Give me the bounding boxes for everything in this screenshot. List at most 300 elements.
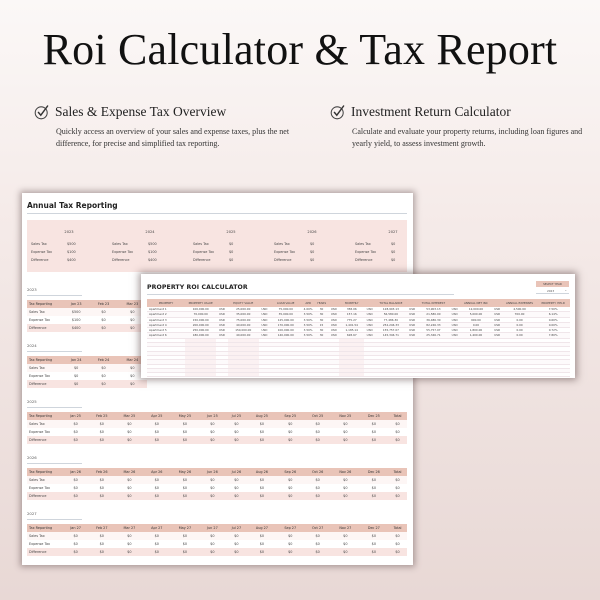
table-cell[interactable]: $0 xyxy=(225,492,248,500)
table-cell[interactable]: 4.00% xyxy=(301,307,314,312)
table-cell[interactable]: $0 xyxy=(276,532,304,540)
table-cell[interactable]: 252,246.33 xyxy=(375,322,406,327)
table-cell[interactable]: $0 xyxy=(88,492,115,500)
table-cell[interactable]: 40,000.00 xyxy=(228,322,259,327)
table-cell[interactable]: USD xyxy=(259,322,270,327)
table-cell[interactable] xyxy=(503,373,537,377)
table-cell[interactable]: $0 xyxy=(63,540,88,548)
table-cell[interactable]: $0 xyxy=(225,420,248,428)
table-cell[interactable]: $0 xyxy=(63,476,88,484)
table-cell[interactable] xyxy=(407,373,418,377)
table-cell[interactable]: USD xyxy=(364,317,375,322)
table-cell[interactable] xyxy=(328,373,339,377)
table-cell[interactable]: 358.06 xyxy=(339,307,364,312)
table-cell[interactable] xyxy=(270,373,301,377)
table-cell[interactable]: $0 xyxy=(200,428,225,436)
table-cell[interactable]: USD xyxy=(492,307,503,312)
table-cell[interactable]: $0 xyxy=(225,532,248,540)
table-cell[interactable]: USD xyxy=(407,307,418,312)
table-cell[interactable]: 3.50% xyxy=(301,333,314,338)
table-cell[interactable]: $0 xyxy=(331,436,360,444)
table-cell[interactable]: $0 xyxy=(360,484,388,492)
chevron-down-icon: ⌄ xyxy=(564,288,567,292)
table-cell[interactable]: 1,400.00 xyxy=(460,333,491,338)
table-cell[interactable]: $0 xyxy=(276,540,304,548)
table-cell[interactable]: $0 xyxy=(225,540,248,548)
table-cell[interactable]: USD xyxy=(259,333,270,338)
table-cell[interactable]: $0 xyxy=(89,324,117,332)
table-cell[interactable]: $0 xyxy=(143,476,170,484)
table-cell[interactable]: USD xyxy=(259,317,270,322)
table-cell[interactable]: $0 xyxy=(276,476,304,484)
row-label: Difference xyxy=(31,258,49,262)
table-cell[interactable]: USD xyxy=(492,322,503,327)
table-cell[interactable]: 170,000.00 xyxy=(270,322,301,327)
table-cell[interactable]: $0 xyxy=(276,492,304,500)
table-cell[interactable]: $0 xyxy=(248,492,277,500)
table-cell[interactable]: USD xyxy=(216,317,227,322)
annual-tax-sheet xyxy=(22,193,413,565)
table-cell[interactable]: $0 xyxy=(170,420,199,428)
table-cell[interactable]: $0 xyxy=(170,436,199,444)
table-cell[interactable]: 628.67 xyxy=(339,333,364,338)
table-cell[interactable]: $0 xyxy=(200,548,225,556)
table-cell[interactable]: USD xyxy=(328,307,339,312)
table-cell[interactable]: $0 xyxy=(304,532,331,540)
table-cell[interactable]: 25,346.71 xyxy=(418,333,449,338)
table-cell[interactable]: $0 xyxy=(304,420,331,428)
table-cell[interactable]: 53,903.13 xyxy=(418,307,449,312)
table-cell[interactable]: 0.60% xyxy=(536,317,570,322)
column-header: Tax Reporting xyxy=(27,412,63,420)
table-cell[interactable]: USD xyxy=(407,317,418,322)
table-cell[interactable]: $0 xyxy=(331,492,360,500)
table-cell[interactable]: $0 xyxy=(88,532,115,540)
table-cell[interactable]: $0 xyxy=(225,484,248,492)
table-cell[interactable]: USD xyxy=(364,322,375,327)
table-cell[interactable]: 5,000.00 xyxy=(460,312,491,317)
table-cell[interactable] xyxy=(301,373,314,377)
select-year-button[interactable]: SELECT YEAR xyxy=(536,281,569,287)
table-cell[interactable]: $0 xyxy=(360,548,388,556)
table-cell[interactable]: $0 xyxy=(388,476,407,484)
table-cell[interactable]: 55,757.07 xyxy=(418,328,449,333)
table-cell[interactable] xyxy=(492,373,503,377)
table-cell[interactable]: USD xyxy=(328,333,339,338)
table-cell[interactable]: $0 xyxy=(276,428,304,436)
table-cell[interactable] xyxy=(259,373,270,377)
table-cell[interactable]: 150,000.00 xyxy=(228,328,259,333)
table-cell[interactable]: $0 xyxy=(88,484,115,492)
table-cell[interactable]: 30 xyxy=(315,312,328,317)
table-cell[interactable]: $0 xyxy=(360,476,388,484)
table-cell[interactable]: 35,000.00 xyxy=(270,312,301,317)
table-cell[interactable]: $0 xyxy=(304,428,331,436)
table-cell[interactable]: 40,000.00 xyxy=(228,333,259,338)
table-cell[interactable]: $0 xyxy=(360,428,388,436)
table-cell[interactable]: 30 xyxy=(315,333,328,338)
table-cell[interactable]: $0 xyxy=(89,380,117,388)
table-cell[interactable]: $0 xyxy=(89,364,117,372)
table-cell[interactable]: $0 xyxy=(388,548,407,556)
table-cell[interactable]: $0 xyxy=(276,436,304,444)
table-cell[interactable]: 200,000.00 xyxy=(185,322,216,327)
table-cell[interactable]: USD xyxy=(216,312,227,317)
table-cell[interactable]: $500 xyxy=(63,308,89,316)
table-cell[interactable]: $0 xyxy=(200,492,225,500)
table-cell[interactable]: USD xyxy=(364,333,375,338)
table-cell[interactable]: 3.50% xyxy=(301,322,314,327)
table-cell[interactable]: $0 xyxy=(143,428,170,436)
table-cell[interactable]: USD xyxy=(492,328,503,333)
table-cell[interactable]: $0 xyxy=(143,420,170,428)
table-cell[interactable]: 3.50% xyxy=(301,317,314,322)
table-cell[interactable]: $0 xyxy=(276,420,304,428)
table-cell[interactable]: Apartment 2 xyxy=(147,312,185,317)
tax-table xyxy=(27,356,147,388)
table-cell[interactable]: $0 xyxy=(118,380,147,388)
table-cell[interactable]: 1,185.14 xyxy=(339,328,364,333)
table-cell[interactable]: $0 xyxy=(115,420,143,428)
table-cell[interactable]: USD xyxy=(407,333,418,338)
column-header xyxy=(259,299,270,307)
table-cell[interactable]: $0 xyxy=(248,476,277,484)
table-cell[interactable]: 82,246.33 xyxy=(418,322,449,327)
table-cell[interactable]: $0 xyxy=(118,364,147,372)
table-cell[interactable]: 77,486.30 xyxy=(375,317,406,322)
table-cell[interactable]: $0 xyxy=(331,548,360,556)
table-cell[interactable]: $100 xyxy=(63,316,89,324)
column-header: Jan 25 xyxy=(63,412,88,420)
row-label: Expense Tax xyxy=(27,484,63,492)
table-cell[interactable]: $400 xyxy=(63,324,89,332)
table-cell[interactable]: USD xyxy=(449,317,460,322)
table-cell[interactable]: $0 xyxy=(88,476,115,484)
table-cell[interactable] xyxy=(536,373,570,377)
table-cell[interactable]: 100,000.00 xyxy=(185,307,216,312)
table-cell[interactable]: $0 xyxy=(200,436,225,444)
table-cell[interactable]: USD xyxy=(407,312,418,317)
table-cell[interactable]: 7.50% xyxy=(536,307,570,312)
table-cell[interactable]: USD xyxy=(216,328,227,333)
table-cell[interactable]: USD xyxy=(492,317,503,322)
table-cell[interactable]: $0 xyxy=(225,476,248,484)
table-cell[interactable]: $0 xyxy=(89,308,117,316)
table-cell[interactable]: $0 xyxy=(88,548,115,556)
table-cell[interactable] xyxy=(315,373,328,377)
row-label: Sales Tax xyxy=(27,532,63,540)
table-cell[interactable]: $0 xyxy=(248,436,277,444)
table-cell[interactable]: $0 xyxy=(360,532,388,540)
table-cell[interactable] xyxy=(375,373,406,377)
table-cell[interactable]: 128,903.13 xyxy=(375,307,406,312)
table-cell[interactable]: $0 xyxy=(170,484,199,492)
table-cell[interactable]: USD xyxy=(407,322,418,327)
table-cell[interactable]: $0 xyxy=(63,532,88,540)
column-header: Tax Reporting xyxy=(27,524,63,532)
column-header: May 27 xyxy=(170,524,199,532)
table-cell[interactable]: 7.80% xyxy=(536,333,570,338)
table-cell[interactable]: 125,000.00 xyxy=(270,317,301,322)
table-cell[interactable]: $0 xyxy=(143,532,170,540)
table-cell[interactable]: 1,401.54 xyxy=(339,322,364,327)
table-cell[interactable]: $0 xyxy=(248,540,277,548)
table-cell[interactable]: $0 xyxy=(143,548,170,556)
table-cell[interactable]: $0 xyxy=(115,436,143,444)
table-cell[interactable]: $0 xyxy=(115,484,143,492)
table-cell[interactable]: $0 xyxy=(200,420,225,428)
table-cell[interactable]: $0 xyxy=(63,548,88,556)
table-cell[interactable]: $0 xyxy=(388,420,407,428)
table-cell[interactable]: $0 xyxy=(115,548,143,556)
table-cell[interactable]: 150,000.00 xyxy=(185,317,216,322)
table-cell[interactable]: 1,800.00 xyxy=(460,328,491,333)
table-cell[interactable] xyxy=(147,373,185,377)
table-cell[interactable]: $0 xyxy=(304,484,331,492)
year-label: 2027 xyxy=(27,511,37,516)
table-cell[interactable]: $0 xyxy=(304,476,331,484)
table-cell[interactable]: 12,000.00 xyxy=(460,307,491,312)
table-cell[interactable]: $0 xyxy=(88,540,115,548)
table-cell[interactable]: $0 xyxy=(388,540,407,548)
table-cell[interactable]: $0 xyxy=(360,436,388,444)
column-header: Jun 26 xyxy=(200,468,225,476)
table-cell[interactable]: $0 xyxy=(88,420,115,428)
table-cell[interactable]: 30 xyxy=(315,317,328,322)
table-cell[interactable]: $0 xyxy=(331,532,360,540)
table-cell[interactable]: 0.00 xyxy=(503,328,537,333)
table-cell[interactable]: 30 xyxy=(315,307,328,312)
table-cell[interactable]: USD xyxy=(328,317,339,322)
table-cell[interactable]: $0 xyxy=(331,420,360,428)
table-cell[interactable]: 0.00 xyxy=(503,317,537,322)
table-cell[interactable]: 700.00 xyxy=(503,312,537,317)
table-cell[interactable]: $0 xyxy=(276,548,304,556)
table-cell[interactable]: USD xyxy=(407,328,418,333)
table-cell[interactable]: $0 xyxy=(331,476,360,484)
table-cell[interactable]: 0.00 xyxy=(503,322,537,327)
table-cell[interactable]: $0 xyxy=(388,532,407,540)
table-cell[interactable]: USD xyxy=(259,312,270,317)
table-cell[interactable]: $0 xyxy=(63,428,88,436)
table-cell[interactable]: 157.16 xyxy=(339,312,364,317)
roi-calculator-sheet xyxy=(141,274,575,378)
table-cell[interactable]: 140,000.00 xyxy=(270,333,301,338)
table-cell[interactable]: $0 xyxy=(304,548,331,556)
table-cell[interactable]: $0 xyxy=(63,436,88,444)
table-cell[interactable]: $0 xyxy=(170,540,199,548)
table-cell[interactable]: USD xyxy=(328,322,339,327)
table-cell[interactable]: 0.00 xyxy=(460,322,491,327)
table-cell[interactable]: $0 xyxy=(360,540,388,548)
table-cell[interactable] xyxy=(216,373,227,377)
table-cell[interactable]: $0 xyxy=(225,548,248,556)
column-header: Dec 25 xyxy=(360,412,388,420)
row-label: Sales Tax xyxy=(31,242,47,246)
table-cell[interactable]: USD xyxy=(492,333,503,338)
table-cell[interactable]: 100,000.00 xyxy=(270,328,301,333)
table-cell[interactable]: $0 xyxy=(118,372,147,380)
table-cell[interactable]: $0 xyxy=(88,428,115,436)
row-label: Expense Tax xyxy=(112,250,134,254)
tax-table xyxy=(27,412,407,444)
table-cell[interactable]: $0 xyxy=(63,492,88,500)
table-cell[interactable] xyxy=(449,373,460,377)
table-cell[interactable]: $0 xyxy=(331,428,360,436)
table-cell[interactable]: USD xyxy=(216,322,227,327)
column-header: EQUITY VALUE xyxy=(228,299,259,307)
table-cell[interactable]: USD xyxy=(449,328,460,333)
table-cell[interactable]: USD xyxy=(259,328,270,333)
table-cell[interactable]: $0 xyxy=(143,540,170,548)
table-cell[interactable]: 25,000.00 xyxy=(228,307,259,312)
table-cell[interactable]: 4,500.00 xyxy=(503,307,537,312)
table-cell[interactable] xyxy=(228,373,259,377)
table-cell[interactable] xyxy=(185,373,216,377)
table-cell[interactable]: 30 xyxy=(315,328,328,333)
table-cell[interactable]: $0 xyxy=(115,428,143,436)
row-label: Expense Tax xyxy=(31,250,53,254)
table-cell[interactable]: $0 xyxy=(115,492,143,500)
table-cell[interactable]: $0 xyxy=(248,420,277,428)
table-cell[interactable]: 75,000.00 xyxy=(270,307,301,312)
table-cell[interactable]: $0 xyxy=(118,324,147,332)
table-cell[interactable]: 36,486.30 xyxy=(418,317,449,322)
table-cell[interactable]: USD xyxy=(259,307,270,312)
table-cell[interactable]: $0 xyxy=(248,428,277,436)
table-cell[interactable]: 0.00 xyxy=(503,333,537,338)
table-cell[interactable]: USD xyxy=(364,307,375,312)
table-cell[interactable]: $0 xyxy=(88,436,115,444)
table-cell[interactable]: 15 xyxy=(315,322,328,327)
table-cell[interactable]: 775.27 xyxy=(339,317,364,322)
table-cell[interactable]: $0 xyxy=(388,492,407,500)
table-cell[interactable]: $0 xyxy=(143,492,170,500)
table-cell[interactable]: $0 xyxy=(170,428,199,436)
table-cell[interactable]: $0 xyxy=(304,540,331,548)
table-cell[interactable]: $0 xyxy=(170,548,199,556)
table-cell[interactable]: $0 xyxy=(63,380,89,388)
table-cell[interactable]: $0 xyxy=(170,492,199,500)
table-cell[interactable] xyxy=(339,373,364,377)
column-header: May 26 xyxy=(170,468,199,476)
table-cell[interactable]: 0.00% xyxy=(536,322,570,327)
table-cell[interactable]: 900.00 xyxy=(460,317,491,322)
table-cell[interactable]: USD xyxy=(216,333,227,338)
table-cell[interactable]: $0 xyxy=(331,540,360,548)
table-cell[interactable]: USD xyxy=(449,322,460,327)
table-cell[interactable]: USD xyxy=(492,312,503,317)
table-cell[interactable] xyxy=(418,373,449,377)
table-cell[interactable]: $0 xyxy=(388,436,407,444)
table-cell[interactable] xyxy=(460,373,491,377)
table-cell[interactable]: $0 xyxy=(63,484,88,492)
table-cell[interactable]: USD xyxy=(449,307,460,312)
column-header: May 25 xyxy=(170,412,199,420)
table-row xyxy=(27,428,407,436)
row-value: $400 xyxy=(67,258,76,262)
table-cell[interactable]: $0 xyxy=(304,492,331,500)
table-cell[interactable]: Apartment 3 xyxy=(147,317,185,322)
table-cell[interactable]: $0 xyxy=(118,308,147,316)
table-cell[interactable]: $0 xyxy=(248,548,277,556)
tax-table xyxy=(27,300,147,332)
table-cell[interactable]: $0 xyxy=(89,372,117,380)
summary-year-2023 xyxy=(31,220,107,272)
table-cell[interactable]: Apartment 4 xyxy=(147,322,185,327)
table-cell[interactable]: $0 xyxy=(115,476,143,484)
table-cell[interactable]: $0 xyxy=(225,428,248,436)
table-cell[interactable]: USD xyxy=(449,333,460,338)
table-cell[interactable]: 56,580.00 xyxy=(375,312,406,317)
table-cell[interactable]: $0 xyxy=(143,484,170,492)
table-cell[interactable]: $0 xyxy=(63,420,88,428)
table-cell[interactable]: $0 xyxy=(200,484,225,492)
table-cell[interactable]: $0 xyxy=(388,484,407,492)
table-cell[interactable]: 75,000.00 xyxy=(228,317,259,322)
table-cell[interactable] xyxy=(364,373,375,377)
table-cell[interactable]: 70,000.00 xyxy=(185,312,216,317)
table-cell[interactable]: 21,580.00 xyxy=(418,312,449,317)
table-cell[interactable]: $0 xyxy=(200,540,225,548)
summary-year-label: 2023 xyxy=(64,230,74,234)
table-cell[interactable]: $0 xyxy=(388,428,407,436)
table-cell[interactable]: 3.50% xyxy=(301,312,314,317)
table-cell[interactable]: $0 xyxy=(360,420,388,428)
table-cell[interactable]: $0 xyxy=(225,436,248,444)
table-cell[interactable]: $0 xyxy=(115,532,143,540)
table-cell[interactable]: $0 xyxy=(115,540,143,548)
table-cell[interactable]: $0 xyxy=(143,436,170,444)
table-cell[interactable]: $0 xyxy=(276,484,304,492)
table-cell[interactable]: Apartment 5 xyxy=(147,328,185,333)
table-cell[interactable]: 145,346.71 xyxy=(375,333,406,338)
table-cell[interactable]: 6.14% xyxy=(536,312,570,317)
table-cell[interactable]: $0 xyxy=(248,532,277,540)
table-cell[interactable]: $0 xyxy=(331,484,360,492)
table-cell[interactable]: USD xyxy=(216,307,227,312)
table-cell[interactable]: USD xyxy=(449,312,460,317)
row-value: $500 xyxy=(67,242,76,246)
table-cell[interactable]: $0 xyxy=(200,532,225,540)
table-cell[interactable]: $0 xyxy=(304,436,331,444)
table-cell[interactable]: 180,000.00 xyxy=(185,333,216,338)
table-cell[interactable]: 3.50% xyxy=(301,328,314,333)
row-label: Expense Tax xyxy=(274,250,296,254)
table-cell[interactable]: 35,000.00 xyxy=(228,312,259,317)
table-cell[interactable]: $0 xyxy=(63,364,89,372)
table-cell[interactable]: Apartment 1 xyxy=(147,307,185,312)
column-header: LOAN VALUE xyxy=(270,299,301,307)
table-cell[interactable]: USD xyxy=(364,312,375,317)
table-cell[interactable]: USD xyxy=(328,312,339,317)
table-cell[interactable]: $0 xyxy=(89,316,117,324)
table-cell[interactable]: 155,757.07 xyxy=(375,328,406,333)
table-cell[interactable]: $0 xyxy=(63,372,89,380)
table-cell[interactable]: $0 xyxy=(170,532,199,540)
table-cell[interactable]: $0 xyxy=(118,316,147,324)
table-cell[interactable]: $0 xyxy=(170,476,199,484)
table-cell[interactable]: USD xyxy=(364,328,375,333)
table-cell[interactable]: 0.72% xyxy=(536,328,570,333)
table-cell[interactable]: Apartment 6 xyxy=(147,333,185,338)
table-cell[interactable]: $0 xyxy=(248,484,277,492)
table-cell[interactable]: $0 xyxy=(200,476,225,484)
table-cell[interactable]: USD xyxy=(328,328,339,333)
table-cell[interactable]: 250,000.00 xyxy=(185,328,216,333)
select-year-dropdown[interactable] xyxy=(536,288,569,294)
table-cell[interactable]: $0 xyxy=(360,492,388,500)
